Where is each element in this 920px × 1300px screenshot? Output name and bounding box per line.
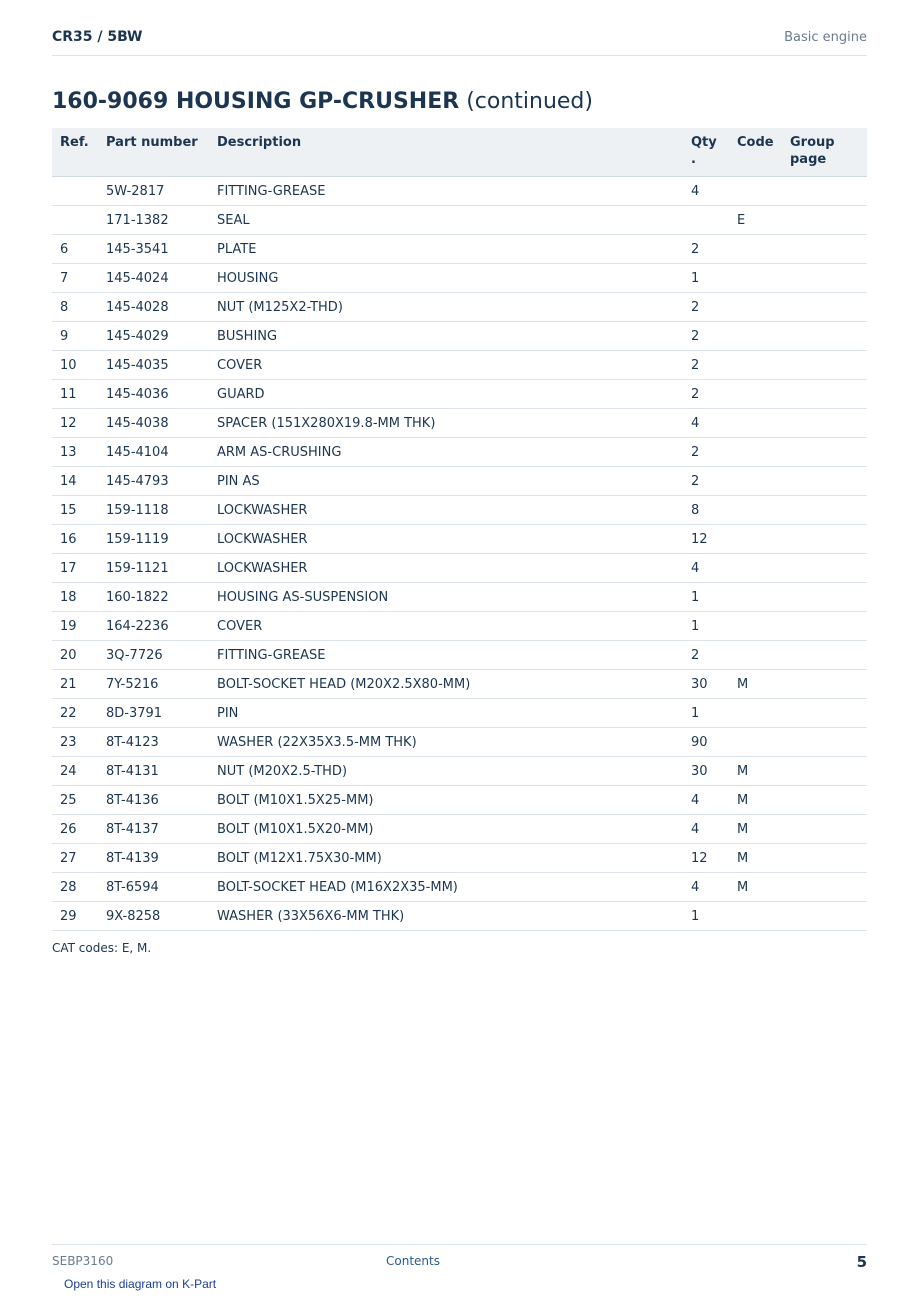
cell-ref: 29 <box>52 902 98 931</box>
cell-group-page <box>790 612 867 641</box>
cell-qty: 2 <box>691 293 737 322</box>
cell-code: M <box>737 815 790 844</box>
cell-part-number: 145-3541 <box>98 235 209 264</box>
cell-ref: 26 <box>52 815 98 844</box>
cell-part-number: 8D-3791 <box>98 699 209 728</box>
cell-description: NUT (M20X2.5-THD) <box>209 757 691 786</box>
cell-ref: 24 <box>52 757 98 786</box>
cell-part-number: 8T-4136 <box>98 786 209 815</box>
cell-group-page <box>790 177 867 206</box>
cell-ref: 19 <box>52 612 98 641</box>
cell-description: GUARD <box>209 380 691 409</box>
cell-qty: 1 <box>691 612 737 641</box>
cell-group-page <box>790 264 867 293</box>
cell-group-page <box>790 844 867 873</box>
table-row <box>52 670 867 699</box>
cell-part-number: 164-2236 <box>98 612 209 641</box>
cell-group-page <box>790 554 867 583</box>
cell-qty: 12 <box>691 844 737 873</box>
table-row <box>52 699 867 728</box>
page-footer <box>52 1244 867 1275</box>
table-header-row <box>52 128 867 177</box>
cell-code <box>737 583 790 612</box>
col-header-part-number: Part number <box>98 128 209 177</box>
cell-group-page <box>790 757 867 786</box>
table-row <box>52 438 867 467</box>
cell-qty: 4 <box>691 554 737 583</box>
cell-ref: 6 <box>52 235 98 264</box>
cell-group-page <box>790 641 867 670</box>
cell-qty: 4 <box>691 177 737 206</box>
cell-group-page <box>790 815 867 844</box>
cell-qty: 2 <box>691 380 737 409</box>
section-label: Basic engine <box>784 30 867 45</box>
table-row <box>52 873 867 902</box>
cell-qty: 4 <box>691 786 737 815</box>
page-number: 5 <box>856 1253 867 1271</box>
cell-ref: 13 <box>52 438 98 467</box>
table-row <box>52 235 867 264</box>
table-row <box>52 554 867 583</box>
cell-ref: 14 <box>52 467 98 496</box>
cell-part-number: 145-4104 <box>98 438 209 467</box>
assembly-title: 160-9069 HOUSING GP-CRUSHER <box>52 89 460 114</box>
cell-description: WASHER (33X56X6-MM THK) <box>209 902 691 931</box>
cell-ref: 20 <box>52 641 98 670</box>
cell-ref: 8 <box>52 293 98 322</box>
table-row <box>52 380 867 409</box>
cell-code: M <box>737 844 790 873</box>
table-row <box>52 641 867 670</box>
cell-ref: 22 <box>52 699 98 728</box>
cell-description: HOUSING <box>209 264 691 293</box>
cell-part-number: 8T-4139 <box>98 844 209 873</box>
table-row <box>52 322 867 351</box>
cell-part-number: 8T-4137 <box>98 815 209 844</box>
table-row <box>52 728 867 757</box>
cell-code <box>737 293 790 322</box>
cell-group-page <box>790 409 867 438</box>
cell-qty: 2 <box>691 351 737 380</box>
cell-description: ARM AS-CRUSHING <box>209 438 691 467</box>
table-row <box>52 757 867 786</box>
cell-group-page <box>790 322 867 351</box>
cell-description: LOCKWASHER <box>209 554 691 583</box>
cell-group-page <box>790 583 867 612</box>
cell-code: E <box>737 206 790 235</box>
cell-qty: 12 <box>691 525 737 554</box>
cell-description: SPACER (151X280X19.8-MM THK) <box>209 409 691 438</box>
table-row <box>52 786 867 815</box>
cell-qty: 1 <box>691 699 737 728</box>
cell-group-page <box>790 873 867 902</box>
table-row <box>52 206 867 235</box>
cell-part-number: 145-4028 <box>98 293 209 322</box>
cell-code <box>737 351 790 380</box>
cell-ref: 28 <box>52 873 98 902</box>
title-suffix: (continued) <box>466 89 593 114</box>
cell-description: BOLT (M10X1.5X20-MM) <box>209 815 691 844</box>
cell-code <box>737 380 790 409</box>
table-row <box>52 293 867 322</box>
col-header-qty: Qty . <box>691 128 737 177</box>
cell-ref <box>52 177 98 206</box>
cell-code <box>737 641 790 670</box>
cell-description: BOLT-SOCKET HEAD (M16X2X35-MM) <box>209 873 691 902</box>
document-id: SEBP3160 <box>52 1254 114 1268</box>
cell-part-number: 145-4793 <box>98 467 209 496</box>
model-label: CR35 / 5BW <box>52 29 143 45</box>
cell-code <box>737 177 790 206</box>
cell-qty: 1 <box>691 583 737 612</box>
cell-code: M <box>737 786 790 815</box>
cell-group-page <box>790 351 867 380</box>
cell-group-page <box>790 380 867 409</box>
cell-code <box>737 467 790 496</box>
cell-description: HOUSING AS-SUSPENSION <box>209 583 691 612</box>
table-row <box>52 815 867 844</box>
page-header <box>52 28 867 56</box>
cell-ref: 9 <box>52 322 98 351</box>
cell-ref: 10 <box>52 351 98 380</box>
table-row <box>52 496 867 525</box>
parts-table-body <box>52 177 867 931</box>
cell-group-page <box>790 699 867 728</box>
cell-description: FITTING-GREASE <box>209 641 691 670</box>
page-title <box>52 89 593 114</box>
cell-code <box>737 612 790 641</box>
cell-qty <box>691 206 737 235</box>
table-row <box>52 467 867 496</box>
table-row <box>52 525 867 554</box>
cell-description: BUSHING <box>209 322 691 351</box>
cell-description: PIN <box>209 699 691 728</box>
contents-link[interactable]: Contents <box>386 1254 440 1268</box>
cell-group-page <box>790 293 867 322</box>
cell-code: M <box>737 757 790 786</box>
cell-part-number: 7Y-5216 <box>98 670 209 699</box>
cell-qty: 90 <box>691 728 737 757</box>
cell-qty: 30 <box>691 670 737 699</box>
cell-code <box>737 322 790 351</box>
cell-group-page <box>790 467 867 496</box>
col-header-description: Description <box>209 128 691 177</box>
cell-qty: 30 <box>691 757 737 786</box>
cell-group-page <box>790 496 867 525</box>
cell-ref: 7 <box>52 264 98 293</box>
cell-code <box>737 264 790 293</box>
cell-qty: 1 <box>691 902 737 931</box>
cell-description: COVER <box>209 612 691 641</box>
cell-ref <box>52 206 98 235</box>
cell-part-number: 159-1119 <box>98 525 209 554</box>
cell-group-page <box>790 902 867 931</box>
cell-ref: 21 <box>52 670 98 699</box>
kpart-diagram-link[interactable]: Open this diagram on K-Part <box>64 1277 217 1291</box>
cell-description: SEAL <box>209 206 691 235</box>
cell-ref: 17 <box>52 554 98 583</box>
cell-part-number: 5W-2817 <box>98 177 209 206</box>
cell-description: LOCKWASHER <box>209 525 691 554</box>
cell-group-page <box>790 206 867 235</box>
cell-group-page <box>790 525 867 554</box>
cat-codes-note: CAT codes: E, M. <box>52 941 152 955</box>
cell-part-number: 145-4036 <box>98 380 209 409</box>
cell-qty: 1 <box>691 264 737 293</box>
cell-part-number: 145-4029 <box>98 322 209 351</box>
cell-part-number: 8T-4123 <box>98 728 209 757</box>
cell-qty: 4 <box>691 873 737 902</box>
cell-qty: 2 <box>691 235 737 264</box>
cell-qty: 2 <box>691 438 737 467</box>
cell-code <box>737 902 790 931</box>
cell-qty: 2 <box>691 467 737 496</box>
cell-qty: 2 <box>691 641 737 670</box>
cell-group-page <box>790 670 867 699</box>
cell-part-number: 8T-6594 <box>98 873 209 902</box>
cell-code: M <box>737 873 790 902</box>
cell-ref: 18 <box>52 583 98 612</box>
table-row <box>52 844 867 873</box>
cell-group-page <box>790 728 867 757</box>
cell-description: COVER <box>209 351 691 380</box>
cell-description: FITTING-GREASE <box>209 177 691 206</box>
cell-description: BOLT (M12X1.75X30-MM) <box>209 844 691 873</box>
cell-ref: 11 <box>52 380 98 409</box>
cell-ref: 25 <box>52 786 98 815</box>
parts-table <box>52 128 867 931</box>
table-row <box>52 177 867 206</box>
cell-code <box>737 409 790 438</box>
cell-description: BOLT-SOCKET HEAD (M20X2.5X80-MM) <box>209 670 691 699</box>
cell-group-page <box>790 786 867 815</box>
cell-part-number: 145-4038 <box>98 409 209 438</box>
table-row <box>52 583 867 612</box>
cell-code <box>737 728 790 757</box>
cell-part-number: 171-1382 <box>98 206 209 235</box>
cell-part-number: 159-1118 <box>98 496 209 525</box>
table-row <box>52 409 867 438</box>
cell-group-page <box>790 235 867 264</box>
cell-code <box>737 525 790 554</box>
cell-qty: 2 <box>691 322 737 351</box>
cell-code <box>737 554 790 583</box>
cell-code: M <box>737 670 790 699</box>
cell-part-number: 3Q-7726 <box>98 641 209 670</box>
cell-qty: 4 <box>691 409 737 438</box>
cell-description: PLATE <box>209 235 691 264</box>
table-row <box>52 612 867 641</box>
cell-qty: 8 <box>691 496 737 525</box>
cell-part-number: 145-4035 <box>98 351 209 380</box>
cell-description: WASHER (22X35X3.5-MM THK) <box>209 728 691 757</box>
table-row <box>52 351 867 380</box>
cell-code <box>737 496 790 525</box>
cell-description: LOCKWASHER <box>209 496 691 525</box>
cell-group-page <box>790 438 867 467</box>
cell-description: PIN AS <box>209 467 691 496</box>
cell-description: BOLT (M10X1.5X25-MM) <box>209 786 691 815</box>
cell-part-number: 159-1121 <box>98 554 209 583</box>
cell-code <box>737 235 790 264</box>
cell-code <box>737 438 790 467</box>
cell-ref: 12 <box>52 409 98 438</box>
cell-part-number: 160-1822 <box>98 583 209 612</box>
col-header-ref: Ref. <box>52 128 98 177</box>
table-row <box>52 264 867 293</box>
cell-ref: 27 <box>52 844 98 873</box>
cell-part-number: 8T-4131 <box>98 757 209 786</box>
cell-ref: 23 <box>52 728 98 757</box>
cell-ref: 16 <box>52 525 98 554</box>
cell-qty: 4 <box>691 815 737 844</box>
cell-part-number: 145-4024 <box>98 264 209 293</box>
col-header-code: Code <box>737 128 790 177</box>
cell-description: NUT (M125X2-THD) <box>209 293 691 322</box>
cell-code <box>737 699 790 728</box>
cell-part-number: 9X-8258 <box>98 902 209 931</box>
cell-ref: 15 <box>52 496 98 525</box>
table-row <box>52 902 867 931</box>
col-header-group-page: Group page <box>790 128 867 177</box>
